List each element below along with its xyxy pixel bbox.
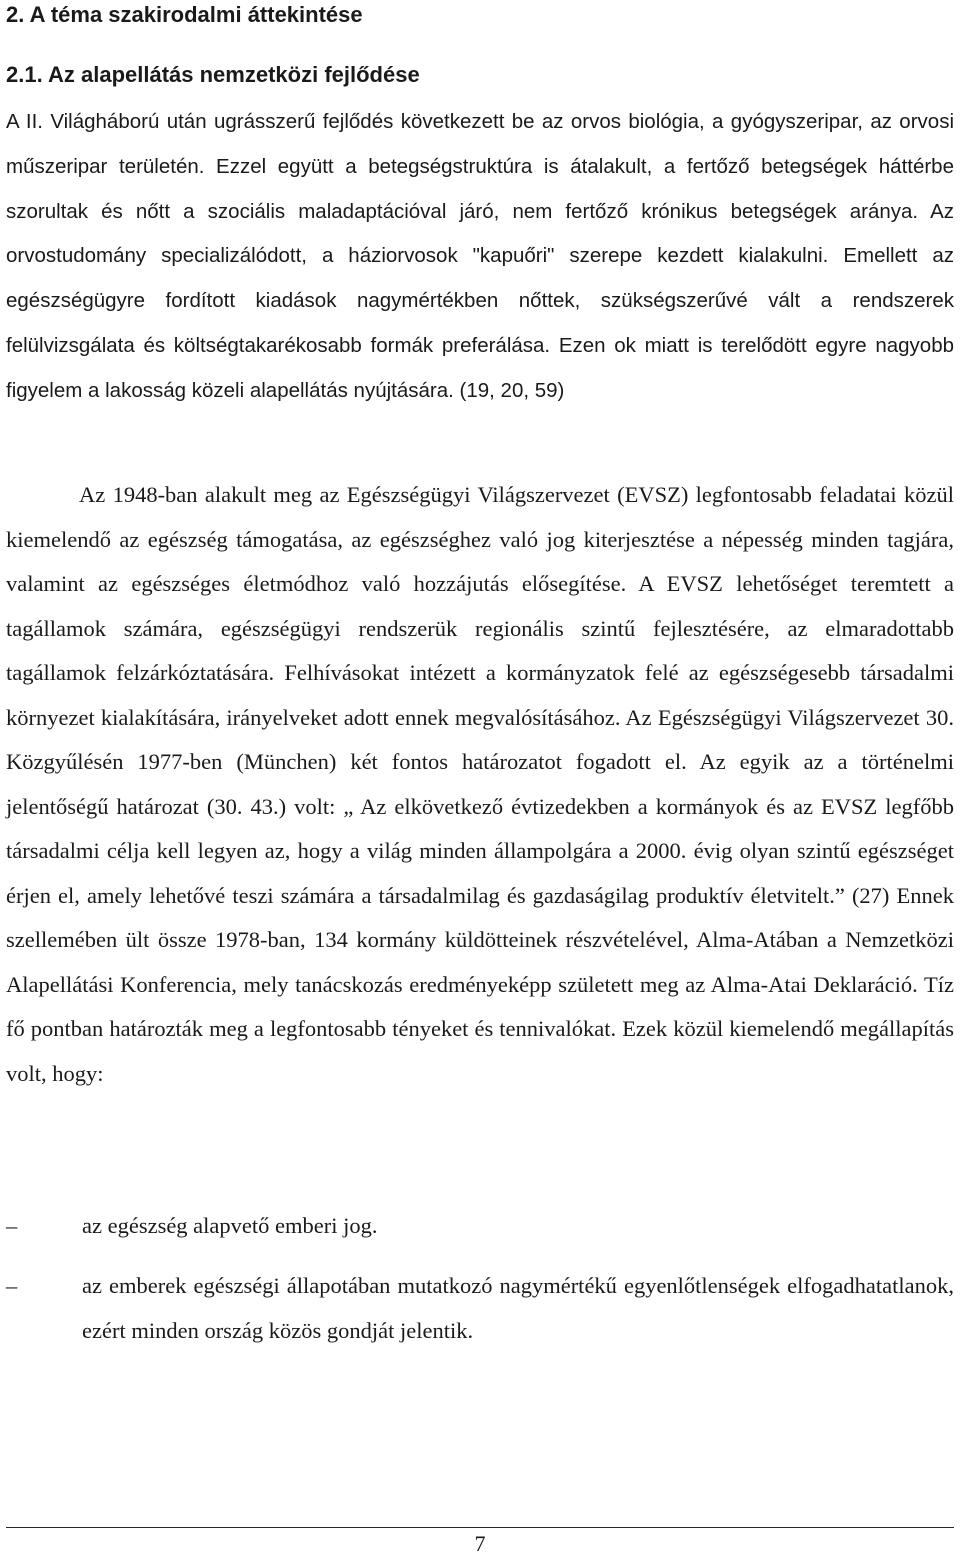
- paragraph-who: Az 1948-ban alakult meg az Egészségügyi Világszervezet (EVSZ) legfontosabb feladatai közül kiemelendő az egészség támogatása, az egészséghez való jog kiterjesztése a népesség minden tagjára, valamint az egészséges életmódhoz való hozzájutás elősegítése. A EVSZ lehetőséget teremtett a tagállamok számára, egészségügyi rendszerük regionális szintű fejlesztésére, az elmaradottabb tagállamok felzárkóztatására. Felhívásokat intézett a kormányzatok felé az egészségesebb társadalmi környezet kialakítására, irányelveket adott ennek megvalósításához. Az Egészségügyi Világszervezet 30. Közgyűlésén 1977-ben (München) két fontos határozatot fogadott el. Az egyik az a történelmi jelentőségű határozat (30. 43.) volt: „ Az elkövetkező évtizedekben a kormányok és az EVSZ legfőbb társadalmi célja kell legyen az, hogy a világ minden állampolgára a 2000. évig olyan szintű egészséget érjen el, amely lehetővé teszi számára a társadalmilag és gazdaságilag produktív életvitelt.” (27) Ennek szellemében ült össze 1978-ban, 134 kormány küldötteinek részvételével, Alma-Atában a Nemzetközi Alapellátási Konferencia, mely tanácskozás eredményeképp született meg az Alma-Atai Deklaráció. Tíz fő pontban határozták meg a legfontosabb tényeket és tennivalókat. Ezek közül kiemelendő megállapítás volt, hogy:: [6, 482, 954, 1086]
- page-number: 7: [474, 1531, 486, 1556]
- section-heading: 2.1. Az alapellátás nemzetközi fejlődése: [6, 62, 420, 87]
- chapter-heading: 2. A téma szakirodalmi áttekintése: [6, 2, 363, 27]
- list-item: [6, 1264, 954, 1353]
- dash-bullet-icon: –: [6, 1213, 18, 1238]
- list-item-text: az egészség alapvető emberi jog.: [82, 1213, 378, 1238]
- list-item: [6, 1204, 954, 1249]
- list-item-text: az emberek egészségi állapotában mutatkozó nagymértékű egyenlőtlenségek elfogadhatatlanok, ezért minden ország közös gondját jelentik.: [82, 1273, 954, 1343]
- dash-bullet-icon: –: [6, 1273, 18, 1298]
- paragraph-intro: A II. Világháború után ugrásszerű fejlődés következett be az orvos biológia, a gyógyszeripar, az orvosi műszeripar területén. Ezzel együtt a betegségstruktúra is átalakult, a fertőző betegségek háttérbe szorultak és nőtt a szociális maladaptációval járó, nem fertőző krónikus betegségek aránya. Az orvostudomány specializálódott, a háziorvosok "kapuőri" szerepe kezdett kialakulni. Emellett az egészségügyre fordított kiadások nagymértékben nőttek, szükségszerűvé vált a rendszerek felülvizsgálata és költségtakarékosabb formák preferálása. Ezen ok miatt is terelődött egyre nagyobb figyelem a lakosság közeli alapellátás nyújtására. (19, 20, 59): [6, 110, 954, 402]
- footer-divider: [6, 1527, 954, 1528]
